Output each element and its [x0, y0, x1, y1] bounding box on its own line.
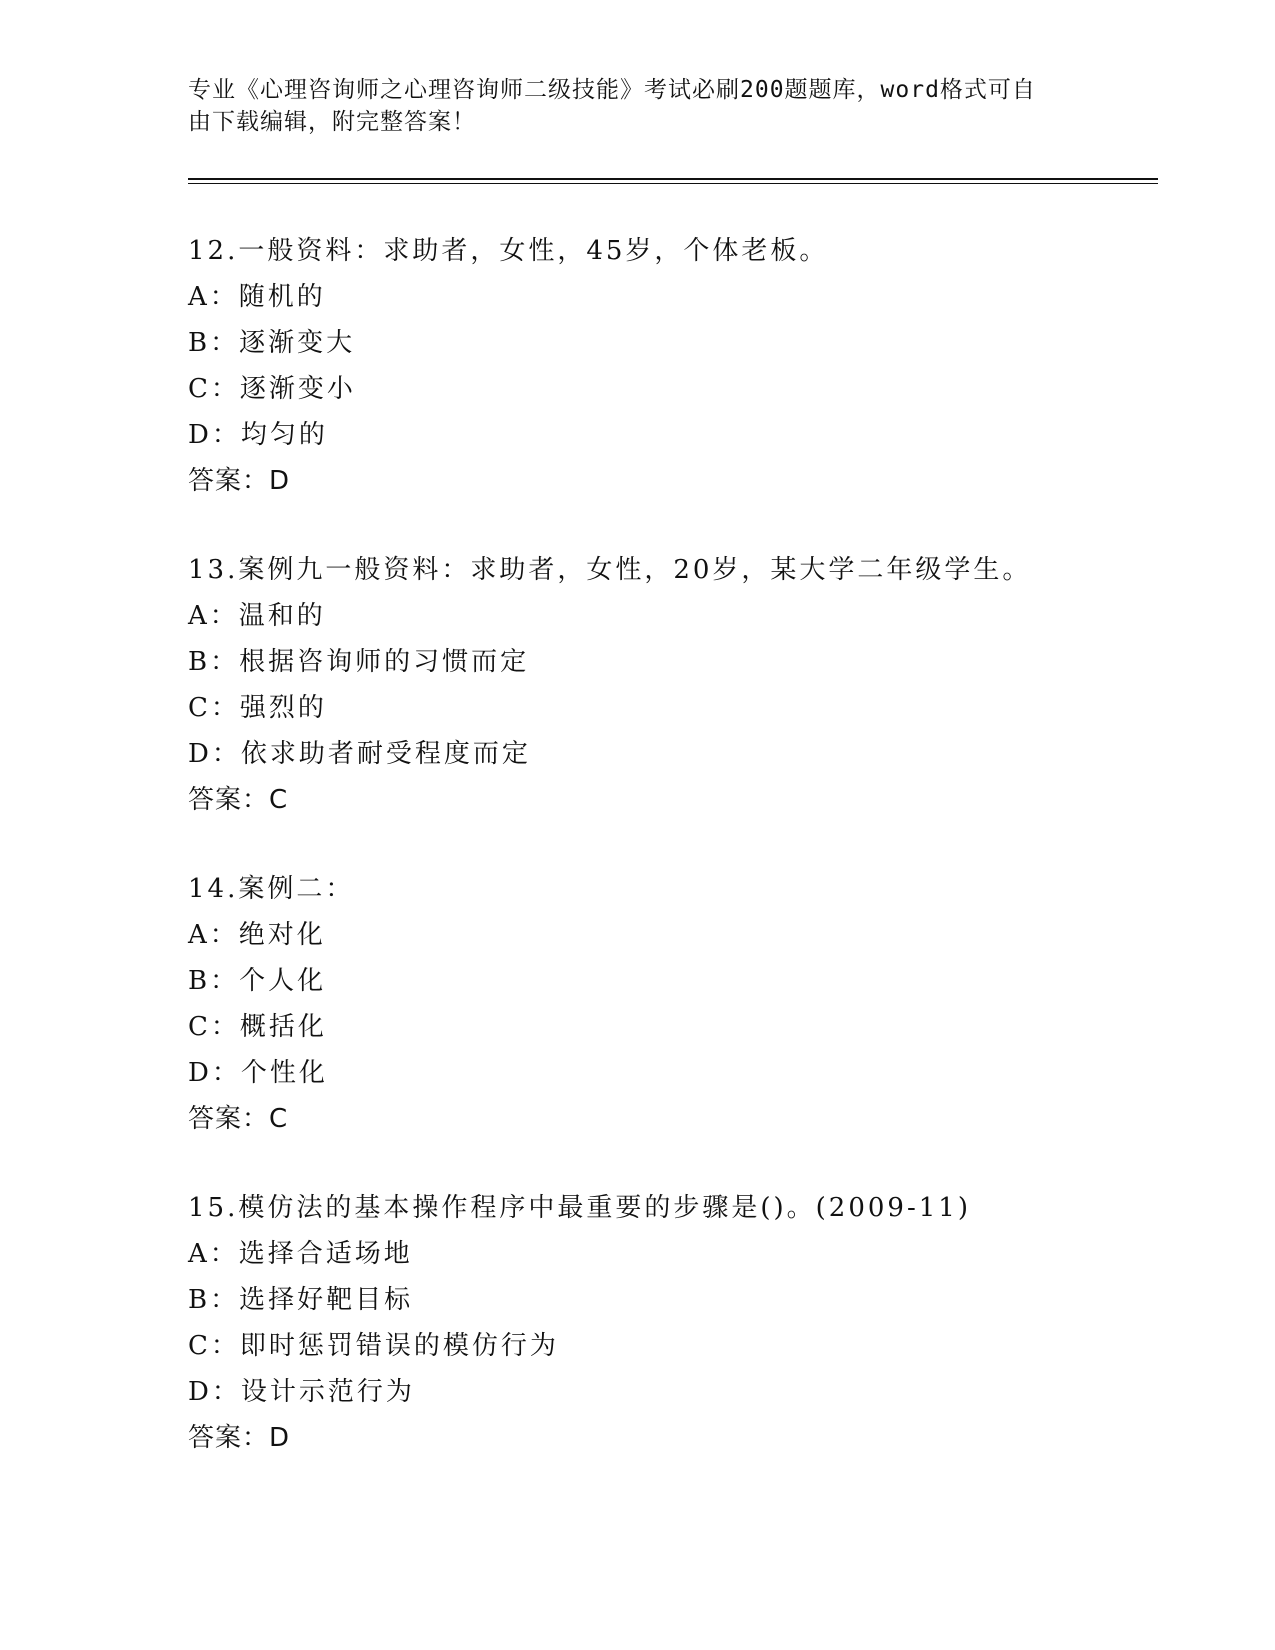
option-d: D：均匀的	[188, 420, 328, 450]
option-a: A：温和的	[188, 601, 326, 631]
option-b: B：根据咨询师的习惯而定	[188, 647, 530, 677]
question-15	[188, 1185, 1188, 1461]
option-c: C：概括化	[188, 1012, 327, 1042]
header-line-1: 专业《心理咨询师之心理咨询师二级技能》考试必刷200题题库，word格式可自	[188, 77, 1036, 103]
header-line-2: 由下载编辑，附完整答案！	[188, 109, 476, 135]
question-13	[188, 547, 1188, 823]
option-b: B：逐渐变大	[188, 328, 356, 358]
answer-line: 答案：D	[188, 1423, 291, 1453]
option-b: B：个人化	[188, 966, 327, 996]
question-title: 12.一般资料：求助者，女性，45岁，个体老板。	[188, 236, 829, 266]
option-a: A：绝对化	[188, 920, 326, 950]
answer-line: 答案：D	[188, 466, 291, 496]
option-d: D：个性化	[188, 1058, 328, 1088]
option-a: A：随机的	[188, 282, 326, 312]
option-d: D：设计示范行为	[188, 1377, 415, 1407]
answer-line: 答案：C	[188, 785, 289, 815]
option-c: C：即时惩罚错误的模仿行为	[188, 1331, 559, 1361]
document-header	[188, 74, 1088, 138]
option-b: B：选择好靶目标	[188, 1285, 414, 1315]
question-12	[188, 228, 1188, 504]
question-title: 14.案例二：	[188, 874, 355, 904]
option-d: D：依求助者耐受程度而定	[188, 739, 531, 769]
header-divider-top	[188, 178, 1158, 180]
question-title: 15.模仿法的基本操作程序中最重要的步骤是()。(2009-11)	[188, 1193, 971, 1223]
header-divider-bottom	[188, 183, 1158, 184]
answer-line: 答案：C	[188, 1104, 289, 1134]
question-title: 13.案例九一般资料：求助者，女性，20岁，某大学二年级学生。	[188, 555, 1032, 585]
option-c: C：逐渐变小	[188, 374, 356, 404]
question-14	[188, 866, 1188, 1142]
option-c: C：强烈的	[188, 693, 327, 723]
option-a: A：选择合适场地	[188, 1239, 413, 1269]
